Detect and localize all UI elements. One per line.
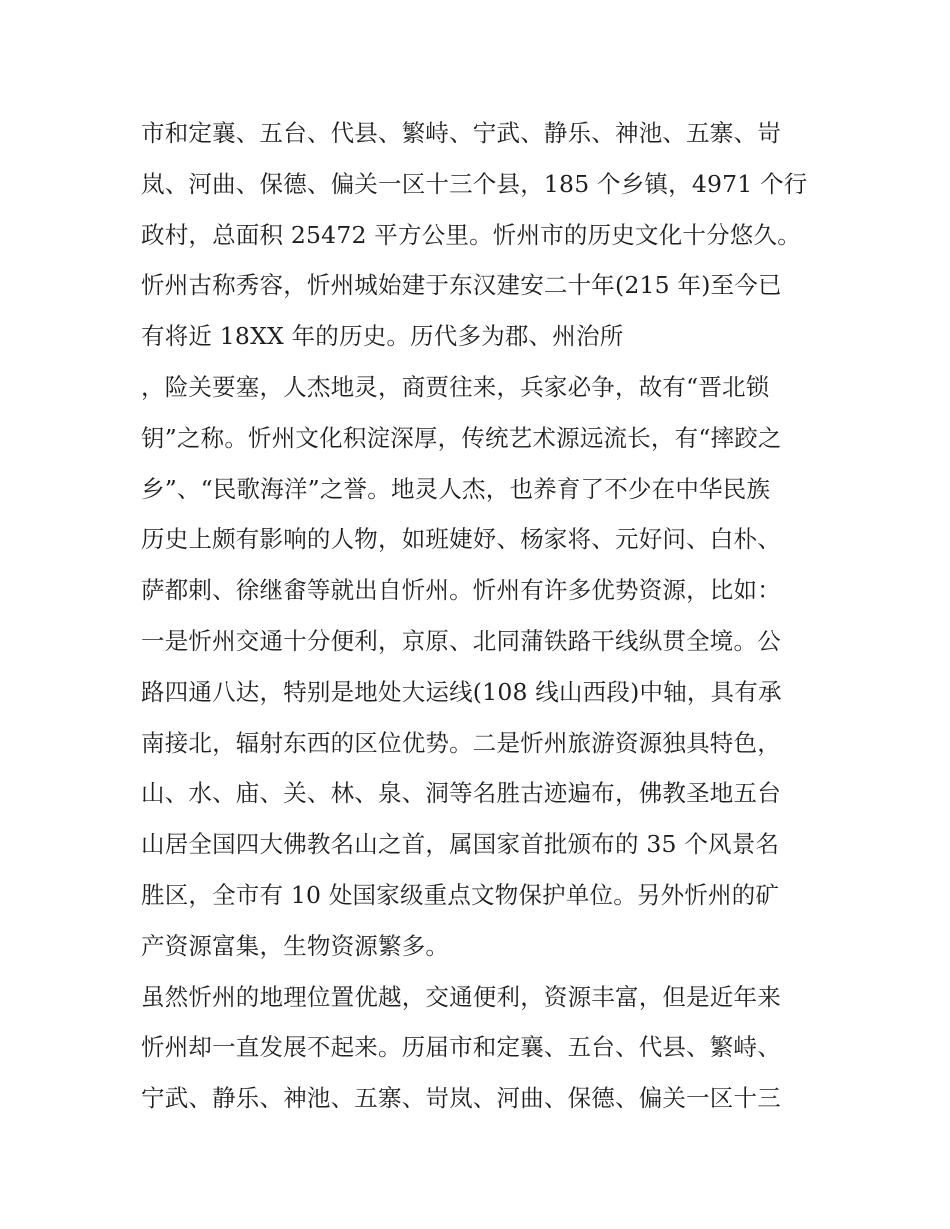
text-line: 虽然忻州的地理位置优越，交通便利，资源丰富，但是近年来 xyxy=(141,982,781,1011)
text-line: 产资源富集，生物资源繁多。 xyxy=(141,931,450,960)
text-line: 山居全国四大佛教名山之首，属国家首批颁布的 35 个风景名 xyxy=(141,830,780,859)
text-line: ，险关要塞，人杰地灵，商贾往来，兵家必争，故有“晋北锁 xyxy=(141,372,770,401)
text-line: 乡”、“民歌海洋”之誉。地灵人杰，也养育了不少在中华民族 xyxy=(141,474,771,503)
text-line: 钥”之称。忻州文化积淀深厚，传统艺术源远流长，有“摔跤之 xyxy=(141,423,782,452)
text-line: 宁武、静乐、神池、五寨、岢岚、河曲、保德、偏关一区十三 xyxy=(141,1084,781,1113)
text-line: 政村，总面积 25472 平方公里。忻州市的历史文化十分悠久。 xyxy=(141,220,801,249)
text-line: 市和定襄、五台、代县、繁峙、宁武、静乐、神池、五寨、岢 xyxy=(141,119,781,147)
text-line: 忻州古称秀容，忻州城始建于东汉建安二十年(215 年)至今已 xyxy=(141,271,782,300)
text-line: 胜区，全市有 10 处国家级重点文物保护单位。另外忻州的矿 xyxy=(141,880,780,909)
text-line: 萨都剌、徐继畬等就出自忻州。忻州有许多优势资源，比如： xyxy=(141,576,781,605)
text-line: 历史上颇有影响的人物，如班婕妤、杨家将、元好问、白朴、 xyxy=(141,525,781,554)
text-line: 路四通八达，特别是地处大运线(108 线山西段)中轴，具有承 xyxy=(141,677,782,706)
text-line: 一是忻州交通十分便利，京原、北同蒲铁路干线纵贯全境。公 xyxy=(141,626,781,655)
text-line: 南接北，辐射东西的区位优势。二是忻州旅游资源独具特色， xyxy=(141,728,781,757)
text-line: 山、水、庙、关、林、泉、洞等名胜古迹遍布，佛教圣地五台 xyxy=(141,779,781,808)
body-text xyxy=(141,108,821,1124)
text-line: 忻州却一直发展不起来。历届市和定襄、五台、代县、繁峙、 xyxy=(141,1033,781,1062)
text-line: 有将近 18XX 年的历史。历代多为郡、州治所 xyxy=(141,322,624,351)
text-line: 岚、河曲、保德、偏关一区十三个县，185 个乡镇，4971 个行 xyxy=(141,169,808,198)
